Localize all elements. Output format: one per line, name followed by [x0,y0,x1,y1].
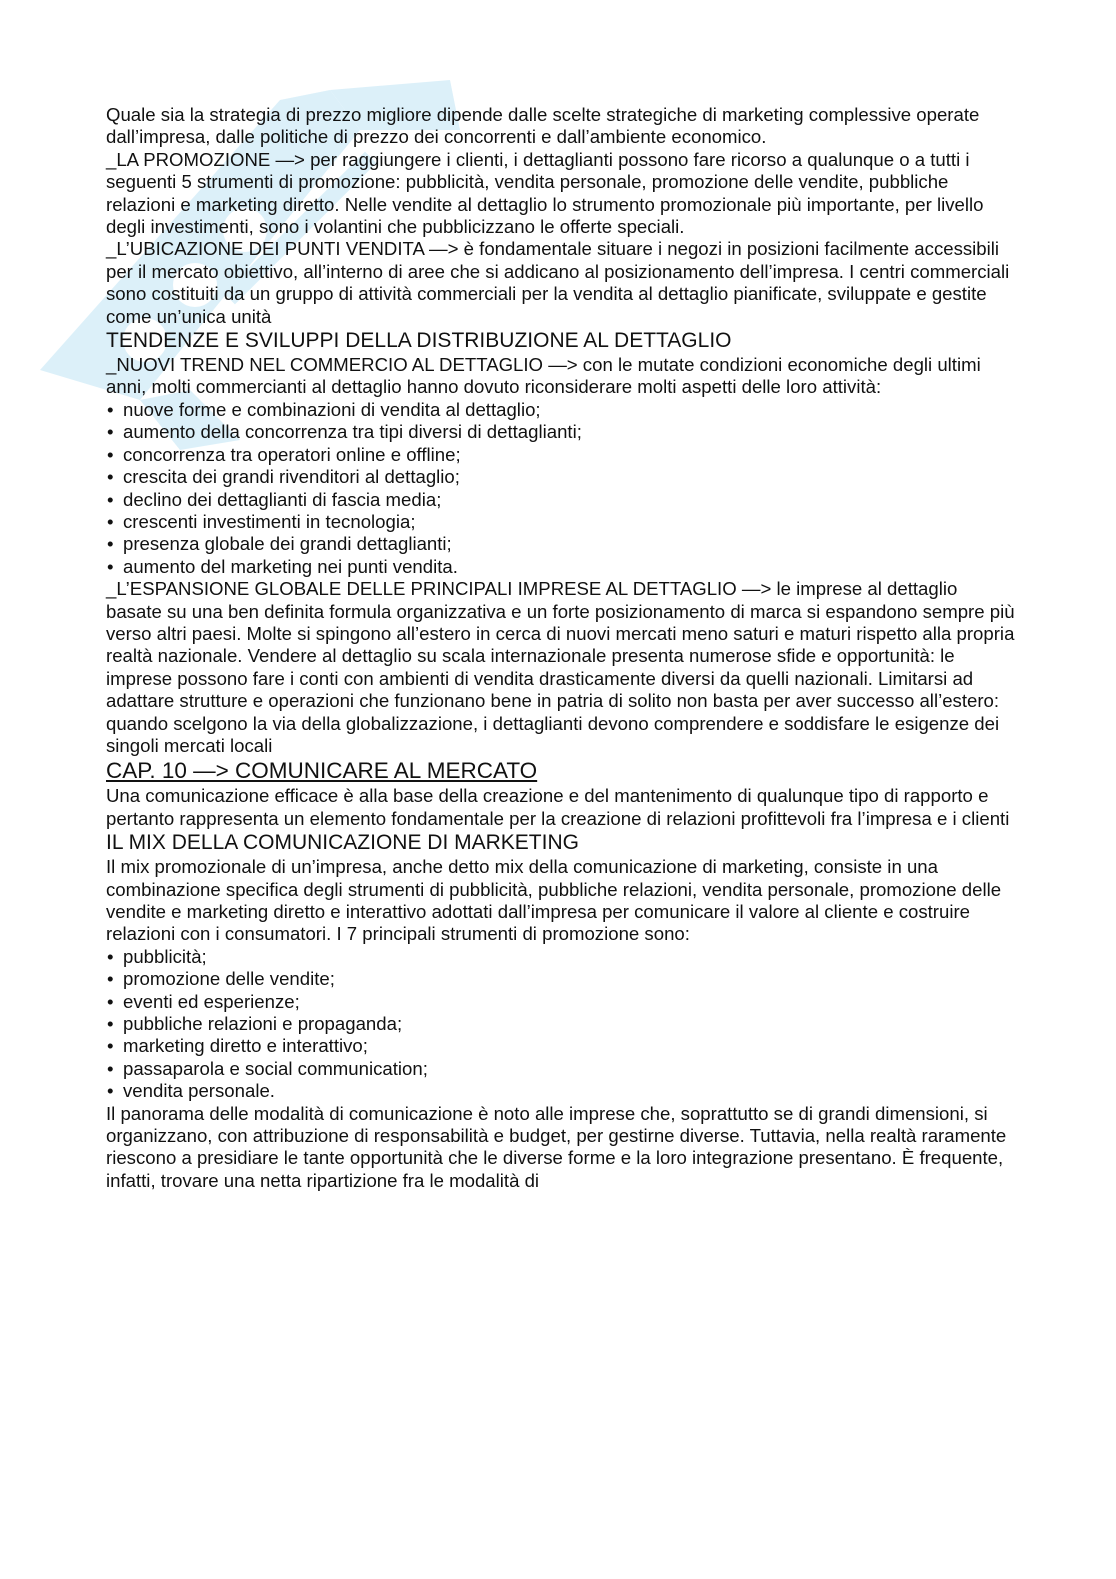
document-body [106,104,1016,1192]
list-item: • promozione delle vendite; [106,968,1016,990]
paragraph-espansione-globale: _L’ESPANSIONE GLOBALE DELLE PRINCIPALI IMPRESE AL DETTAGLIO —> le imprese al dettaglio basate su una ben definita formula organizzativa e un forte posizionamento di marca si espandono sempre più verso altri paesi. Molte si spingono all’estero in cerca di nuovi mercati meno saturi e maturi rispetto alla propria realtà nazionale. Vendere al dettaglio su scala internazionale presenta numerose sfide e opportunità: le imprese possono fare i conti con ambienti di vendita drasticamente diversi da quelli nazionali. Limitarsi ad adattare strutture e operazioni che funzionano bene in patria di solito non basta per aver successo all’estero: quando scelgono la via della globalizzazione, i dettaglianti devono comprendere e soddisfare le esigenze dei singoli mercati locali [106,578,1015,756]
list-item: • vendita personale. [106,1080,1016,1102]
list-item: • aumento della concorrenza tra tipi diversi di dettaglianti; [106,421,1016,443]
chapter-title: CAP. 10 —> COMUNICARE AL MERCATO [106,758,538,784]
list-item: • presenza globale dei grandi dettaglianti; [106,533,1016,555]
section-heading-mix: IL MIX DELLA COMUNICAZIONE DI MARKETING [106,831,579,855]
paragraph-prezzo: Quale sia la strategia di prezzo migliore dipende dalle scelte strategiche di marketing complessive operate dall’impresa, dalle politiche di prezzo dei concorrenti e dall’ambiente economico. [106,104,980,148]
list-item: • aumento del marketing nei punti vendita. [106,556,1016,578]
list-item: • crescenti investimenti in tecnologia; [106,511,1016,533]
list-item: • crescita dei grandi rivenditori al dettaglio; [106,466,1016,488]
list-item: • declino dei dettaglianti di fascia media; [106,489,1016,511]
list-item: • eventi ed esperienze; [106,991,1016,1013]
list-item: • concorrenza tra operatori online e offline; [106,444,1016,466]
paragraph-panorama: Il panorama delle modalità di comunicazione è noto alle imprese che, soprattutto se di grandi dimensioni, si organizzano, con attribuzione di responsabilità e budget, per gestirne diverse. Tuttavia, nella realtà raramente riescono a presidiare le tante opportunità che le diverse forme e la loro integrazione presentano. È frequente, infatti, trovare una netta ripartizione fra le modalità di [106,1102,1007,1191]
list-item: • nuove forme e combinazioni di vendita al dettaglio; [106,399,1016,421]
paragraph-nuovi-trend: _NUOVI TREND NEL COMMERCIO AL DETTAGLIO —> con le mutate condizioni economiche degli ultimi anni, molti commercianti al dettaglio hanno dovuto riconsiderare molti aspetti delle loro attività: [106,354,981,398]
paragraph-ubicazione: _L’UBICAZIONE DEI PUNTI VENDITA —> è fondamentale situare i negozi in posizioni facilmente accessibili per il mercato obiettivo, all’interno di aree che si addicano al posizionamento dell’impresa. I centri commerciali sono costituiti da un gruppo di attività commerciali per la vendita al dettaglio pianificate, sviluppate e gestite come un’unica unità [106,238,1010,327]
list-item: • pubblicità; [106,946,1016,968]
trend-list [106,399,1016,578]
paragraph-mix-promozionale: Il mix promozionale di un’impresa, anche detto mix della comunicazione di marketing, consiste in una combinazione specifica degli strumenti di pubblicità, pubbliche relazioni, vendita personale, promozione delle vendite e marketing diretto e interattivo adottati dall’impresa per comunicare il valore al cliente e costruire relazioni con i consumatori. I 7 principali strumenti di promozione sono: [106,856,1002,945]
paragraph-promozione: _LA PROMOZIONE —> per raggiungere i clienti, i dettaglianti possono fare ricorso a qualunque o a tutti i seguenti 5 strumenti di promozione: pubblicità, vendita personale, promozione delle vendite, pubbliche relazioni e marketing diretto. Nelle vendite al dettaglio lo strumento promozionale più importante, per livello degli investimenti, sono i volantini che pubblicizzano le offerte speciali. [106,148,984,238]
list-item: • passaparola e social communication; [106,1058,1016,1080]
paragraph-comunicazione: Una comunicazione efficace è alla base della creazione e del mantenimento di qualunque tipo di rapporto e pertanto rappresenta un elemento fondamentale per la creazione di relazioni profittevoli fra l’impresa e i clienti [106,785,1010,829]
tools-list [106,946,1016,1103]
list-item: • pubbliche relazioni e propaganda; [106,1013,1016,1035]
list-item: • marketing diretto e interattivo; [106,1035,1016,1057]
section-heading-tendenze: TENDENZE E SVILUPPI DELLA DISTRIBUZIONE AL DETTAGLIO [106,329,732,353]
